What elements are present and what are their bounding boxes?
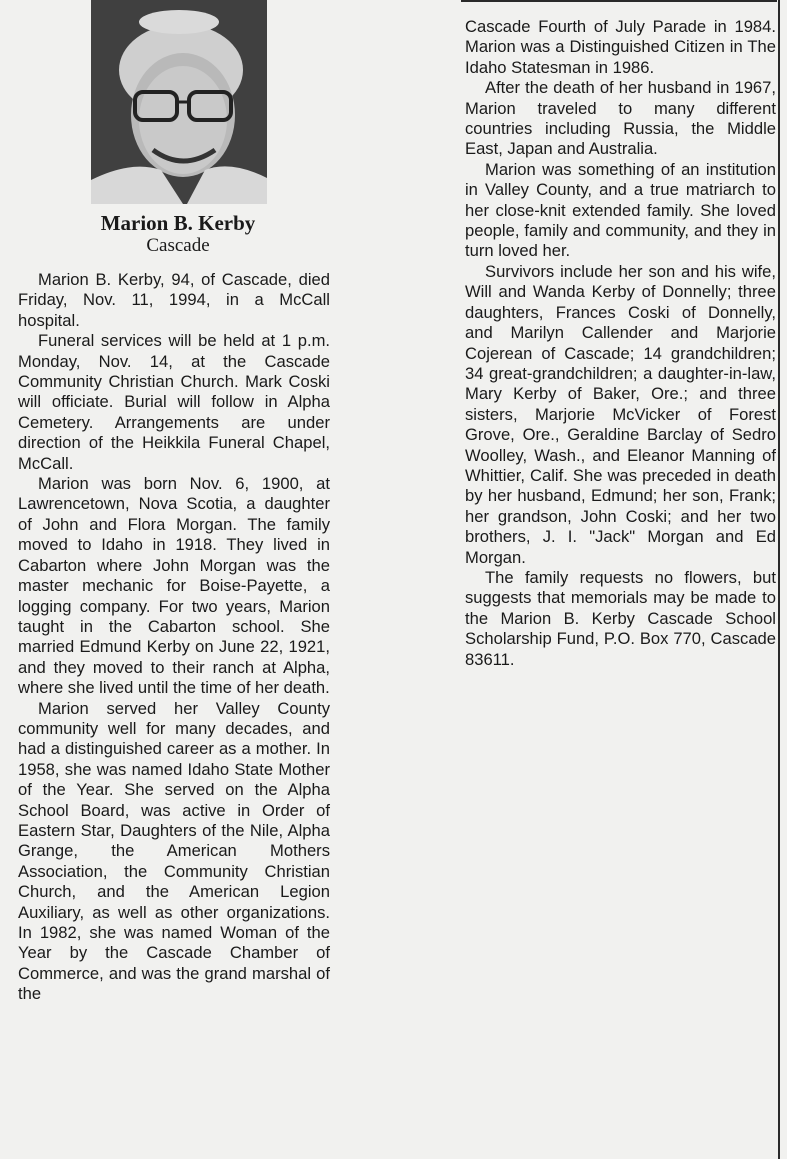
paragraph-survivors: Survivors include her son and his wife, Will and Wanda Kerby of Donnelly; three daughters, Frances Coski of Donnelly, and Marilyn Callender and Marjorie Cojerean of Cascade; 14 grandchildren; 34 great-grandchildren; a daughter-in-law, Mary Kerby of Baker, Ore.; and three sisters, Marjorie McVicker of Forest Grove, Ore., Geraldine Barclay of Sedro Woolley, Wash., and Eleanor Manning of Whittier, Calif. She was preceded in death by her husband, Edmund; her son, Frank; her grandson, John Coski; and her two brothers, J. I. "Jack" Morgan and Ed Morgan. [465, 261, 776, 567]
deceased-town: Cascade [146, 235, 210, 256]
paragraph-funeral-services: Funeral services will be held at 1 p.m. Monday, Nov. 14, at the Cascade Community Christian Church. Mark Coski will officiate. Burial will follow in Alpha Cemetery. Arrangements are under direction of the Heikkila Funeral Chapel, McCall. [18, 331, 330, 473]
paragraph-community-service: Marion served her Valley County community well for many decades, and had a distinguished career as a mother. In 1958, she was named Idaho State Mother of the Year. She served on the Alpha School Board, was active in Order of Eastern Star, Daughters of the Nile, Alpha Grange, the American Mothers Association, the Community Christian Church, and the American Legion Auxiliary, as well as other organizations. In 1982, she was named Woman of the Year by the Cascade Chamber of Commerce, and was the grand marshal of the [18, 698, 330, 1004]
paragraph-travels: After the death of her husband in 1967, Marion traveled to many different countries including Russia, the Middle East, Japan and Australia. [465, 78, 776, 159]
deceased-name: Marion B. Kerby [100, 211, 256, 235]
column-top-rule [461, 0, 777, 2]
portrait-illustration [91, 0, 267, 204]
paragraph-matriarch: Marion was something of an institution in Valley County, and a true matriarch to her close-knit extended family. She loved people, family and community, and they in turn loved her. [465, 159, 776, 261]
paragraph-memorials: The family requests no flowers, but suggests that memorials may be made to the Marion B. Kerby Cascade School Scholarship Fund, P.O. Box 770, Cascade 83611. [465, 567, 776, 669]
paragraph-biography: Marion was born Nov. 6, 1900, at Lawrencetown, Nova Scotia, a daughter of John and Flora Morgan. The family moved to Idaho in 1918. They lived in Cabarton where John Morgan was the master mechanic for Boise-Payette, a logging company. For two years, Marion taught in the Cabarton school. She married Edmund Kerby on June 22, 1921, and they moved to their ranch at Alpha, where she lived until the time of her death. [18, 474, 330, 698]
obituary-left-column [18, 270, 330, 1005]
paragraph-death-notice: Marion B. Kerby, 94, of Cascade, died Friday, Nov. 11, 1994, in a McCall hospital. [18, 270, 330, 330]
page-edge-rule [778, 0, 780, 1159]
portrait-photo [91, 0, 267, 204]
obituary-right-column [465, 17, 776, 670]
paragraph-continuation: Cascade Fourth of July Parade in 1984. Marion was a Distinguished Citizen in The Idaho Statesman in 1986. [465, 17, 776, 77]
